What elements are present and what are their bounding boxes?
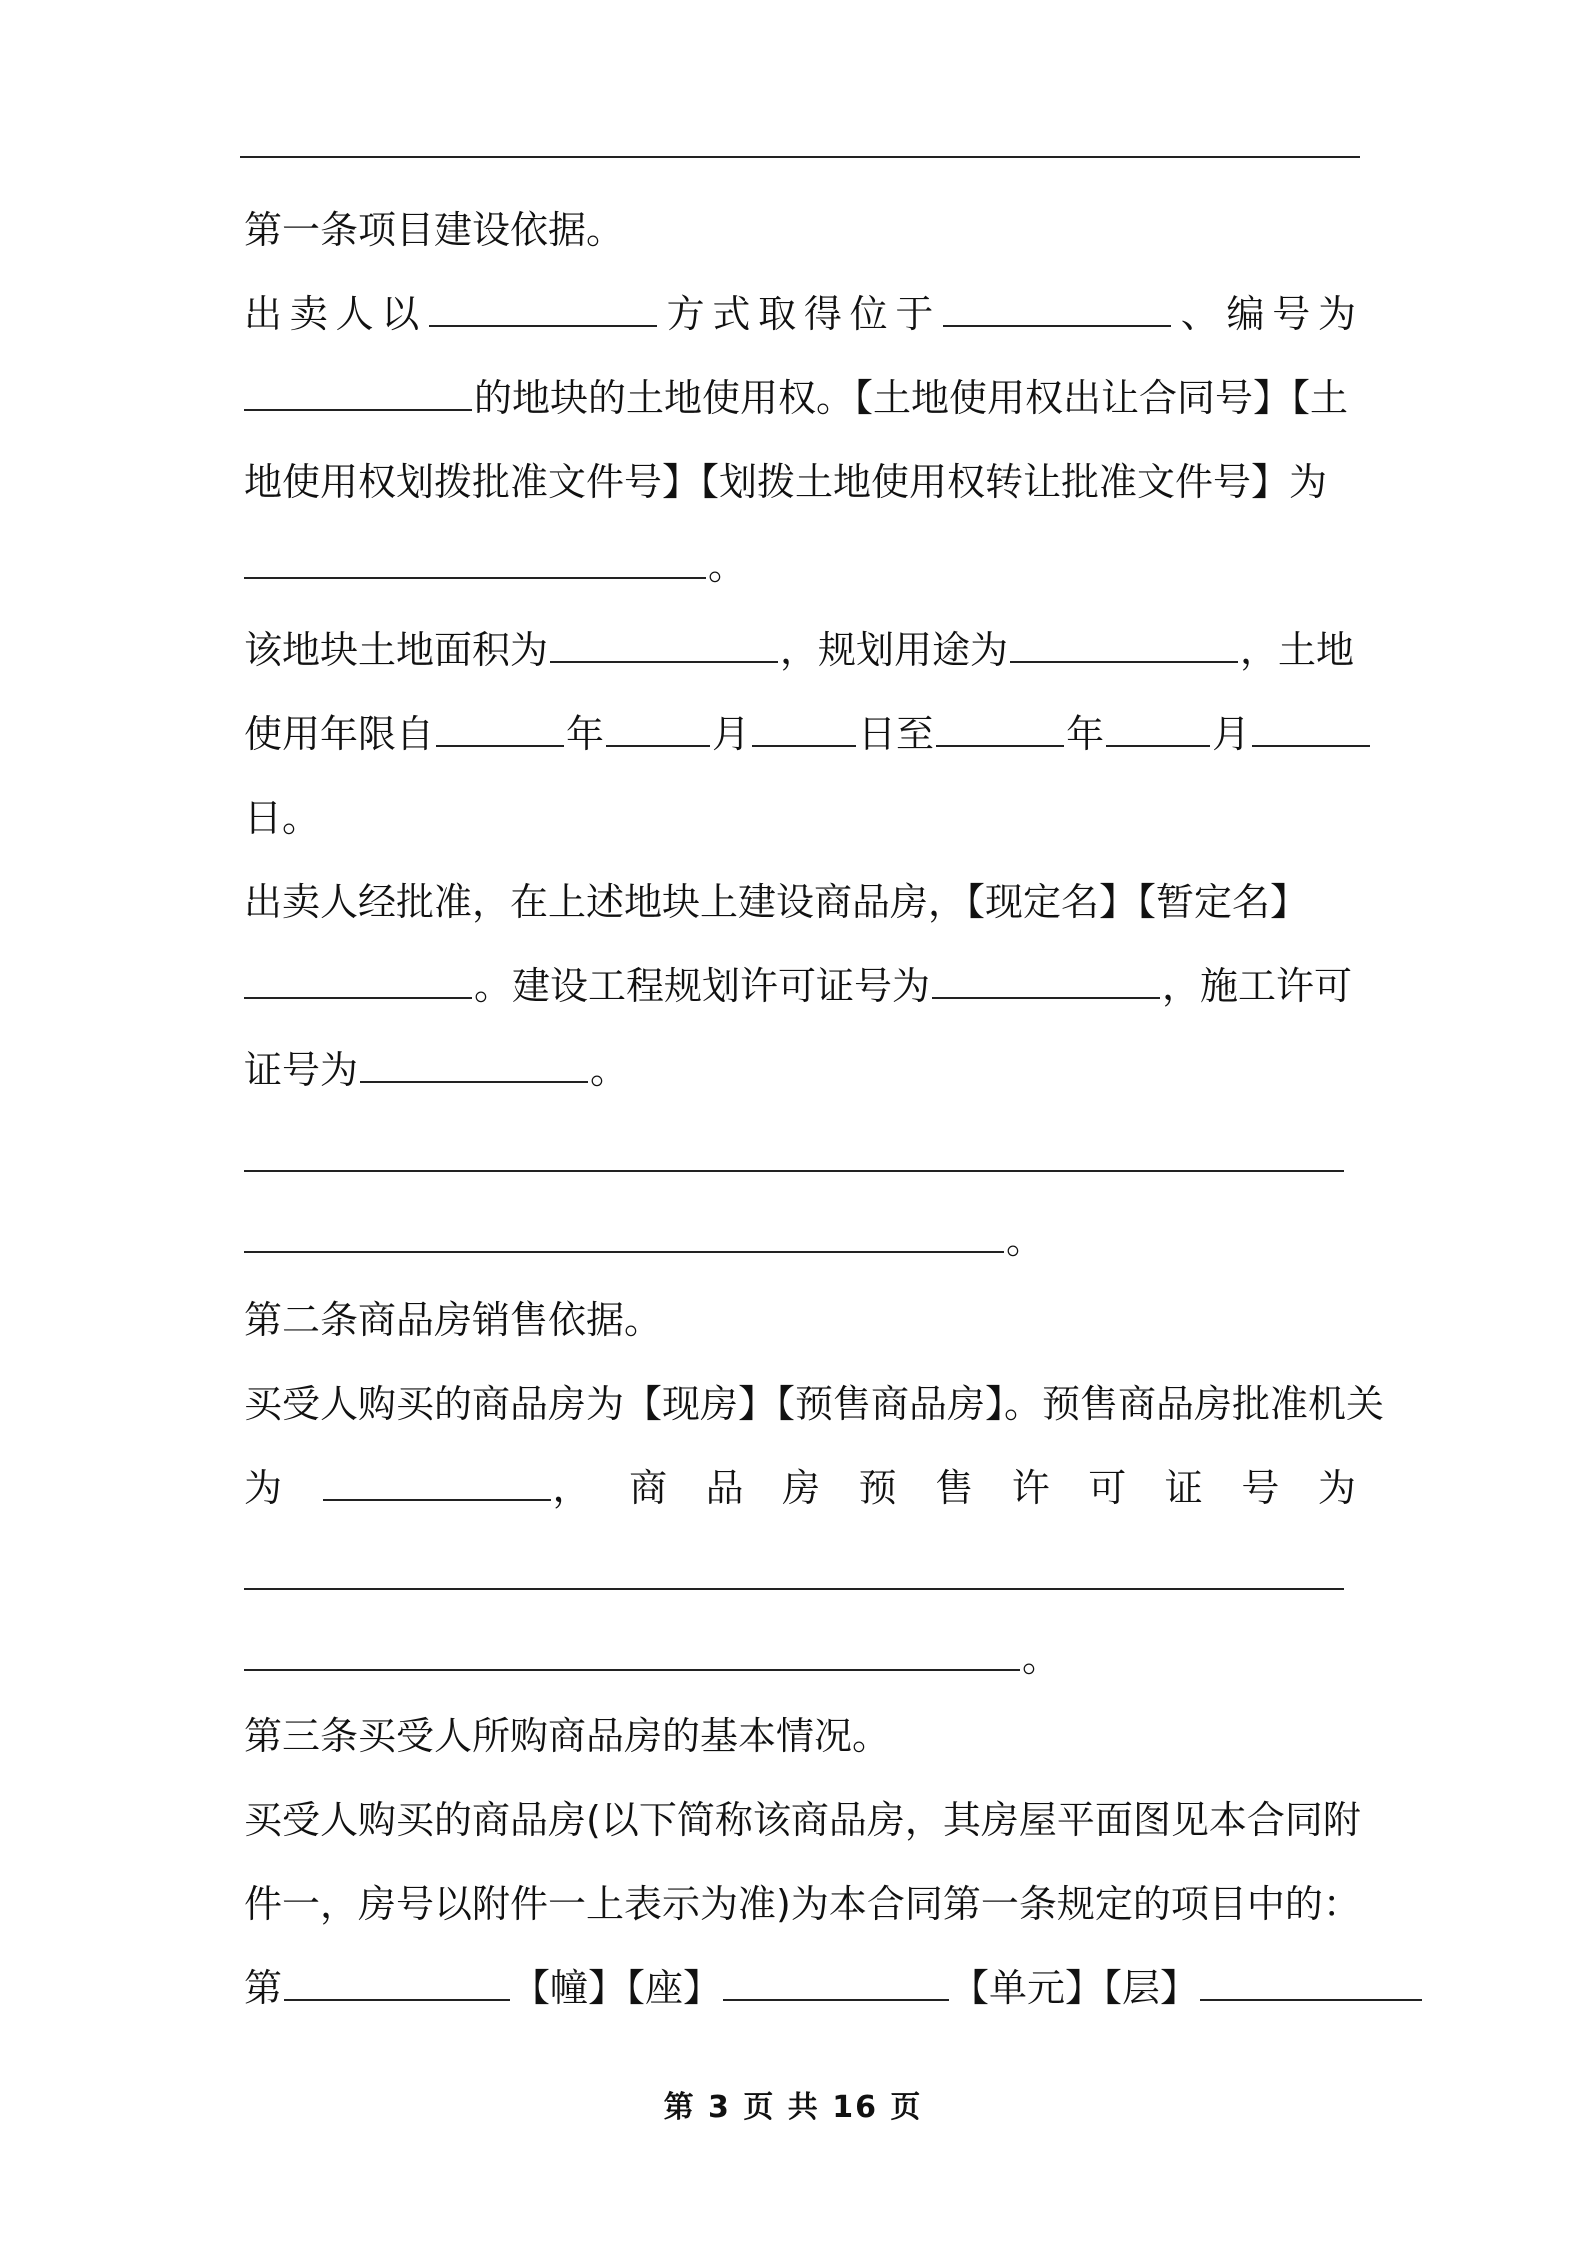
text-char: 售 [935, 1466, 974, 1510]
article-1-build-line-3 [244, 1040, 1356, 1100]
text-char: 位 [849, 292, 888, 336]
blank-planning-permit[interactable] [932, 961, 1160, 999]
text-char: 于 [895, 292, 934, 336]
text-run: 。 [708, 544, 747, 588]
text-run: 。 [1022, 1636, 1061, 1680]
article-1-term-line [244, 704, 1356, 764]
text-char: 可 [1088, 1466, 1127, 1510]
text-char: 编 [1226, 292, 1265, 336]
blank-start-month[interactable] [606, 709, 710, 747]
blank-contract-number[interactable] [244, 541, 706, 579]
article-1-para-line-2 [244, 368, 1356, 428]
article-1-term-end: 日。 [244, 796, 321, 840]
article-3-line-1: 买受人购买的商品房(以下简称该商品房，其房屋平面图见本合同附 [244, 1798, 1361, 1842]
text-run: ，规划用途为 [780, 628, 1009, 672]
text-run: 【幢】【座】 [512, 1966, 722, 2010]
text-char: 取 [758, 292, 797, 336]
text-run: 第 [244, 1966, 283, 2010]
page-number: 第 3 页 共 16 页 [663, 2090, 923, 2125]
text-run: 。建设工程规划许可证号为 [474, 964, 931, 1008]
blank-project-name[interactable] [244, 961, 472, 999]
text-char: 为 [1317, 292, 1356, 336]
article-1-build-line-1: 出卖人经批准，在上述地块上建设商品房，【现定名】【暂定名】 [244, 880, 1309, 924]
article-1-para-line-3: 地使用权划拨批准文件号】【划拨土地使用权转让批准文件号】为 [244, 460, 1328, 504]
blank-building[interactable] [284, 1963, 510, 2001]
text-run: 。 [1006, 1218, 1045, 1262]
text-char: 、 [1180, 292, 1219, 336]
text-char: 许 [1011, 1466, 1050, 1510]
blank-approval-authority[interactable] [323, 1463, 551, 1501]
blank-full-line-1[interactable] [244, 1170, 1344, 1172]
article-1-build-line-2 [244, 956, 1356, 1016]
blank-full-line-2[interactable] [244, 1215, 1004, 1253]
text-char: 卖 [289, 292, 328, 336]
article-1-blank-line-2 [244, 1210, 1356, 1270]
text-run: 使用年限自 [244, 712, 435, 756]
text-char: 出 [244, 292, 283, 336]
text-char: 式 [712, 292, 751, 336]
blank-start-day[interactable] [752, 709, 856, 747]
text-run: 【单元】【层】 [951, 1966, 1199, 2010]
blank-acquisition-method[interactable] [429, 289, 657, 327]
text-char: 以 [381, 292, 420, 336]
text-char: 预 [858, 1466, 897, 1510]
text-char: 为 [1317, 1466, 1356, 1510]
blank-land-area[interactable] [550, 625, 778, 663]
article-2-blank-line-2 [244, 1628, 1356, 1688]
text-run: 年 [1066, 712, 1105, 756]
article-2-line-2 [244, 1458, 1356, 1518]
text-char: 品 [705, 1466, 744, 1510]
text-run: 的地块的土地使用权。【土地使用权出让合同号】【土 [474, 376, 1349, 420]
header-rule [240, 156, 1360, 158]
text-run: 日至 [858, 712, 935, 756]
blank-end-day[interactable] [1252, 709, 1370, 747]
article-3-line-2: 件一，房号以附件一上表示为准)为本合同第一条规定的项目中的： [244, 1882, 1361, 1926]
article-1-para-line-1 [244, 284, 1356, 344]
article-1-para-line-4 [244, 536, 1356, 596]
blank-construction-permit[interactable] [360, 1045, 588, 1083]
article-1-title: 第一条项目建设依据。 [244, 208, 625, 252]
text-char: 为 [244, 1466, 283, 1510]
text-char: 房 [782, 1466, 821, 1510]
blank-presale-permit-line-2[interactable] [244, 1633, 1020, 1671]
article-1-area-line [244, 620, 1356, 680]
text-run: ，土地 [1240, 628, 1355, 672]
article-2-title: 第二条商品房销售依据。 [244, 1298, 663, 1342]
text-run: 月 [712, 712, 751, 756]
text-char: 号 [1272, 292, 1311, 336]
text-run: 。 [590, 1048, 629, 1092]
blank-floor[interactable] [1200, 1963, 1422, 2001]
text-char: 人 [335, 292, 374, 336]
text-run: 证号为 [244, 1048, 359, 1092]
text-run: 年 [566, 712, 605, 756]
text-run: ，施工许可 [1162, 964, 1353, 1008]
blank-end-month[interactable] [1106, 709, 1210, 747]
text-run: 该地块土地面积为 [244, 628, 549, 672]
blank-presale-permit-line-1[interactable] [244, 1588, 1344, 1590]
text-run: 月 [1212, 712, 1251, 756]
blank-end-year[interactable] [936, 709, 1064, 747]
blank-unit[interactable] [723, 1963, 949, 2001]
text-char: 商 [629, 1466, 668, 1510]
text-char: 证 [1164, 1466, 1203, 1510]
article-3-line-3 [244, 1958, 1356, 2018]
text-char: ， [552, 1466, 591, 1510]
blank-parcel-number[interactable] [244, 373, 472, 411]
text-char: 方 [666, 292, 705, 336]
blank-location[interactable] [943, 289, 1171, 327]
blank-planned-use[interactable] [1010, 625, 1238, 663]
text-char: 号 [1241, 1466, 1280, 1510]
article-3-title: 第三条买受人所购商品房的基本情况。 [244, 1714, 891, 1758]
blank-start-year[interactable] [436, 709, 564, 747]
article-2-line-1: 买受人购买的商品房为【现房】【预售商品房】。预售商品房批准机关 [244, 1382, 1385, 1426]
text-char: 得 [803, 292, 842, 336]
